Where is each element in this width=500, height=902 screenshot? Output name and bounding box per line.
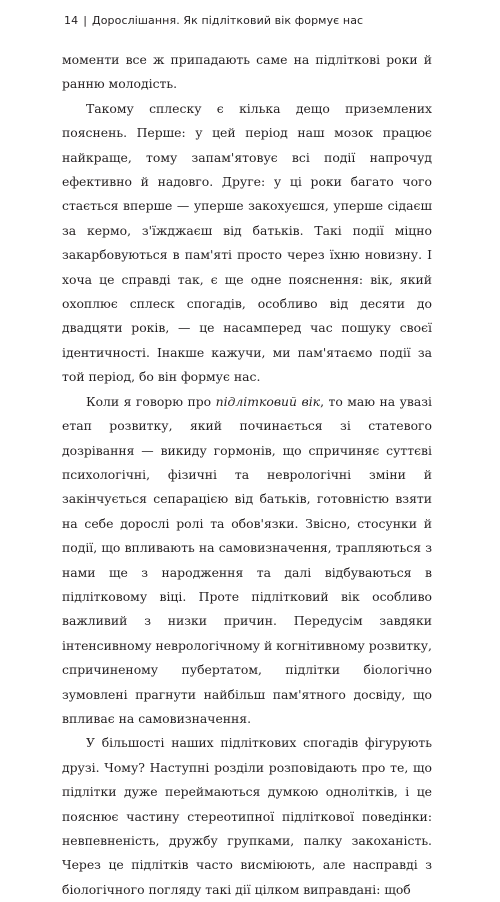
paragraph-2: Такому сплеску є кілька дещо приземлених пояснень. Перше: у цей період наш мозок працює найкраще, тому запам'ятовує всі події напрочуд ефективно й надовго. Друге: у ці роки багато чого стається вперше — уперше закохуєшся, уперше сідаєш за кермо, з'їжджаєш від батьків. Такі події міцно закарбовуються в пам'яті просто через їхню новизну. І хоча це справді так, є ще одне пояснення: вік, який охоплює сплеск спогадів, особливо від десяти до двадцяти років, — це насамперед час пошуку своєї ідентичності. Інакше кажучи, ми пам'ятаємо події за той період, бо він формує нас.: [62, 100, 432, 385]
paragraph-4: У більшості наших підліткових спогадів фігурують друзі. Чому? Наступні розділи розповідають про те, що підлітки дуже переймаються думкою однолітків, і це пояснює частину стереотипної підліткової поведінки: невпевненість, дружбу групками, палку закоханість. Через це підлітків часто висміюють, але насправді з біологічного погляду такі дії цілком виправдані: щоб: [62, 735, 432, 897]
header-separator: |: [83, 14, 88, 27]
term-adolescence: підлітковий вік: [215, 393, 321, 409]
paragraph-3: [62, 390, 432, 732]
body-text: [62, 48, 432, 902]
paragraph-3-start: Коли я говорю про: [86, 393, 216, 409]
running-title: Дорослішання. Як підлітковий вік формує нас: [92, 14, 364, 27]
paragraph-1: моменти все ж припадають саме на підліткові роки й ранню молодість.: [62, 52, 432, 92]
page-number: 14: [64, 14, 79, 27]
running-header: [64, 14, 363, 27]
paragraph-3-rest: , то маю на увазі етап розвитку, який починається зі статевого дозрівання — викиду гормонів, що спричиняє суттєві психологічні, фізичні та неврологічні зміни й закінчується сепарацією від батьків, готовністю взяти на себе дорослі ролі та обов'язки. Звісно, стосунки й події, що впливають на самовизначення, трапляються з нами ще з народження та далі відбуваються в підлітковому віці. Проте підлітковий вік особливо важливий з низки причин. Передусім завдяки інтенсивному неврологічному й когнітивному розвитку, спричиненому пубертатом, підлітки біологічно зумовлені прагнути найбільш пам'ятного досвіду, що впливає на самовизначення.: [62, 393, 432, 726]
